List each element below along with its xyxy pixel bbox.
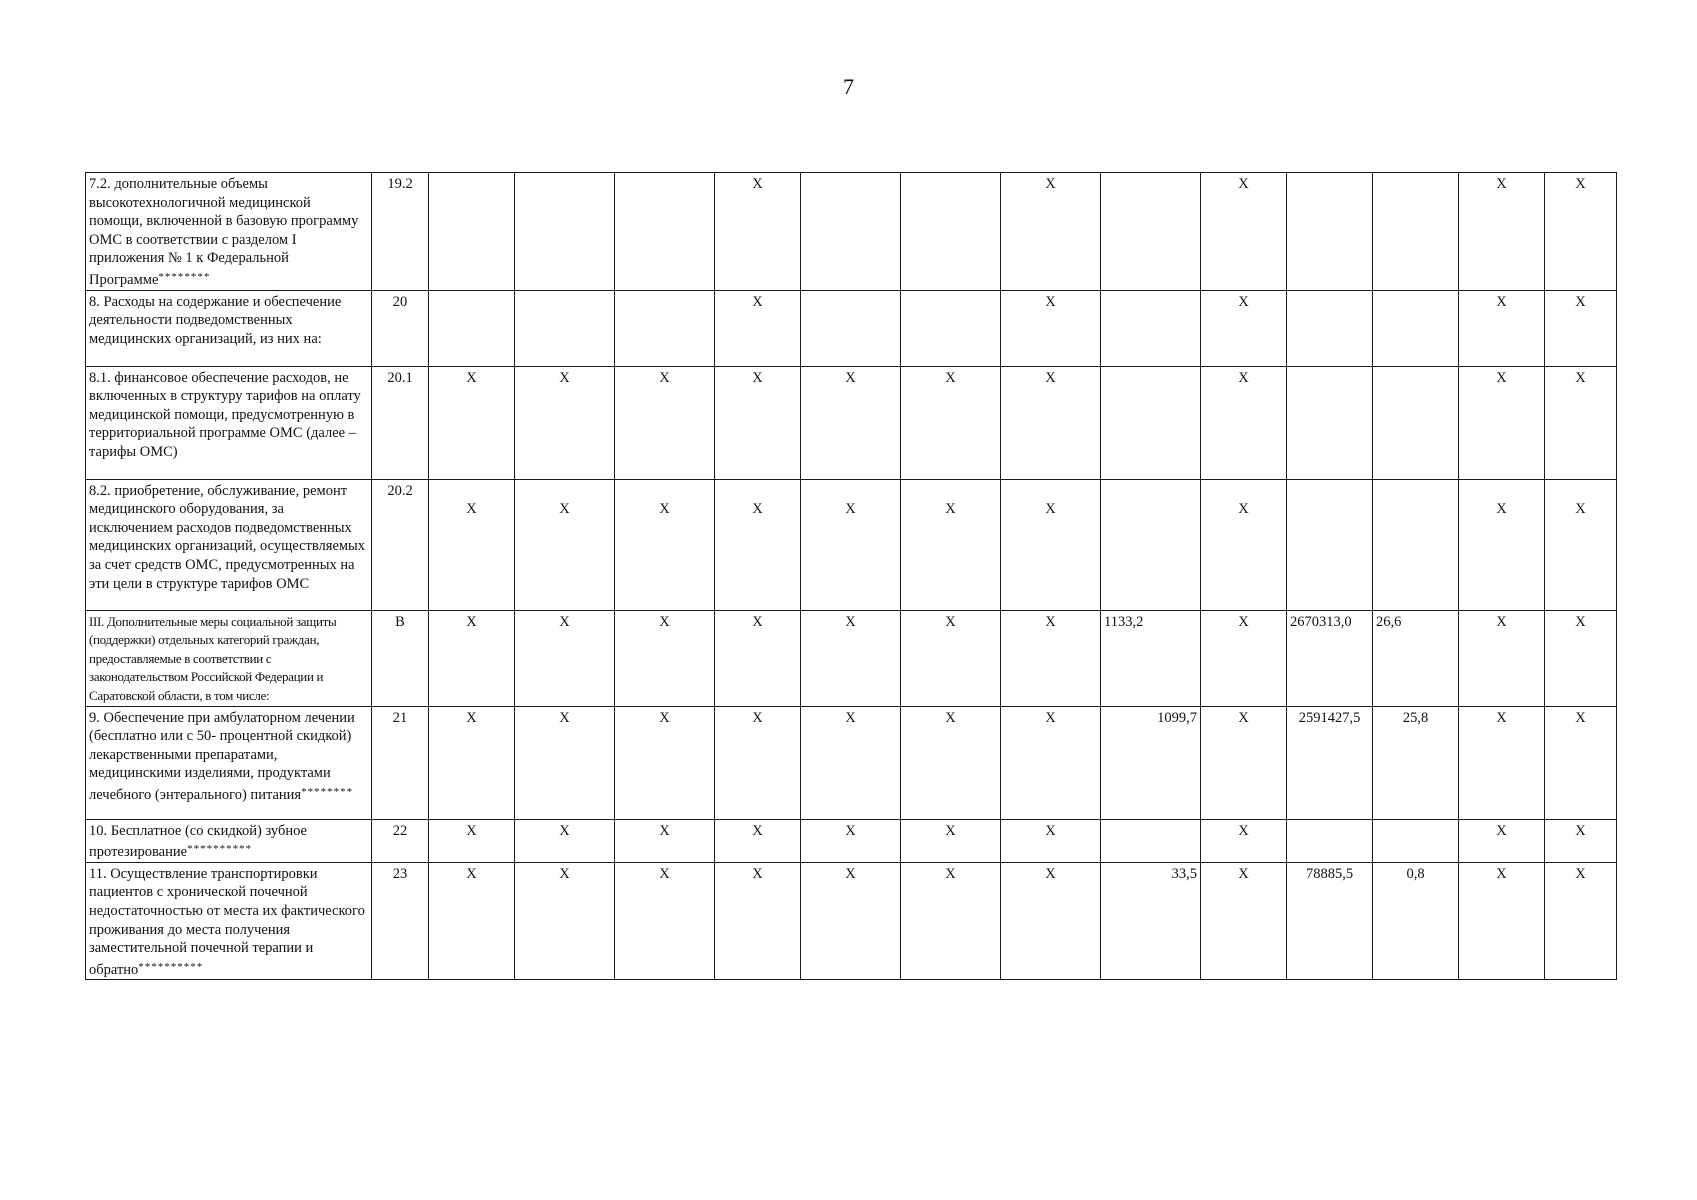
table-row [86, 366, 1617, 479]
table-cell [429, 290, 515, 366]
table-cell: X [1001, 610, 1101, 706]
table-cell: X [1001, 862, 1101, 980]
footnote-marker: ********** [187, 843, 253, 856]
table-cell: X [1545, 173, 1617, 291]
table-cell: X [429, 819, 515, 862]
table-cell: X [1459, 862, 1545, 980]
table-cell: X [901, 819, 1001, 862]
table-cell: X [615, 819, 715, 862]
table-cell: X [1001, 819, 1101, 862]
table-cell [1101, 479, 1201, 610]
table-cell: 2591427,5 [1287, 706, 1373, 819]
table-row [86, 173, 1617, 291]
table-cell: X [429, 706, 515, 819]
table-cell: X [515, 366, 615, 479]
table-cell: X [429, 862, 515, 980]
table-cell: X [1459, 819, 1545, 862]
row-code: 20 [372, 290, 429, 366]
table-cell: X [515, 610, 615, 706]
table-cell: X [1001, 706, 1101, 819]
table-cell [901, 290, 1001, 366]
row-label: 11. Осуществление транспортировки пациентов с хронической почечной недостаточностью от места их фактического проживания до места получения заместительной почечной терапии и обратно [89, 865, 365, 978]
row-label: 8.1. финансовое обеспечение расходов, не включенных в структуру тарифов на оплату медицинской помощи, предусмотренную в территориальной программе ОМС (далее – тарифы ОМС) [89, 369, 361, 460]
table-cell: 2670313,0 [1287, 610, 1373, 706]
table-cell: X [515, 479, 615, 610]
table-cell: X [1001, 479, 1101, 610]
table-cell: 0,8 [1373, 862, 1459, 980]
table-cell: X [715, 610, 801, 706]
table-cell: X [1201, 706, 1287, 819]
table-cell [901, 173, 1001, 291]
table-cell: X [715, 706, 801, 819]
table-cell: X [1201, 290, 1287, 366]
table-cell [1101, 366, 1201, 479]
table-cell: X [715, 173, 801, 291]
table-cell: X [515, 819, 615, 862]
table-cell: X [1001, 366, 1101, 479]
table-cell: X [715, 290, 801, 366]
table-cell: 25,8 [1373, 706, 1459, 819]
table-cell: 33,5 [1101, 862, 1201, 980]
table-cell: X [615, 862, 715, 980]
row-code: 20.2 [372, 479, 429, 610]
table-cell [1287, 819, 1373, 862]
table-cell [1287, 479, 1373, 610]
row-label: 7.2. дополнительные объемы высокотехнологичной медицинской помощи, включенной в базовую программу ОМС в соответствии с разделом I приложения № 1 к Федеральной Программе [89, 176, 359, 288]
table-row [86, 290, 1617, 366]
table-cell [1373, 819, 1459, 862]
table-cell: X [715, 366, 801, 479]
table-cell: X [801, 819, 901, 862]
table-cell: X [615, 479, 715, 610]
table-cell: X [901, 610, 1001, 706]
footnote-marker: ******** [158, 270, 211, 283]
table-cell [429, 173, 515, 291]
table-cell [1287, 366, 1373, 479]
row-label-cell [86, 290, 372, 366]
row-label: 9. Обеспечение при амбулаторном лечении (бесплатно или с 50- процентной скидкой) лекарственными препаратами, медицинскими изделиями, продуктами лечебного (энтерального) питания [89, 709, 355, 803]
table-row [86, 479, 1617, 610]
table-cell: X [515, 862, 615, 980]
table-cell: X [1201, 610, 1287, 706]
table-row [86, 819, 1617, 862]
row-label: 8.2. приобретение, обслуживание, ремонт медицинского оборудования, за исключением расходов подведомственных медицинских организаций, осуществляемых за счет средств ОМС, предусмотренных на эти цели в структуре тарифов ОМС [89, 482, 366, 592]
row-label: 8. Расходы на содержание и обеспечение деятельности подведомственных медицинских организаций, из них на: [89, 293, 342, 347]
table-cell [515, 290, 615, 366]
table-cell: X [715, 862, 801, 980]
row-code: 23 [372, 862, 429, 980]
table-cell: X [715, 479, 801, 610]
table-cell: X [429, 366, 515, 479]
row-label-cell [86, 706, 372, 819]
table-cell [1287, 290, 1373, 366]
table-cell: X [615, 706, 715, 819]
table-cell: X [901, 862, 1001, 980]
table-cell [801, 173, 901, 291]
table-cell: X [801, 862, 901, 980]
table-cell: 1099,7 [1101, 706, 1201, 819]
table-cell: X [801, 479, 901, 610]
table-cell: X [1459, 366, 1545, 479]
table-cell: X [1001, 290, 1101, 366]
table-cell: X [1201, 173, 1287, 291]
row-label: III. Дополнительные меры социальной защиты (поддержки) отдельных категорий граждан, предоставляемые в соответствии с законодательством Российской Федерации и Саратовской области, в том числе: [89, 613, 337, 703]
financing-table [85, 172, 1617, 980]
table-cell: X [901, 366, 1001, 479]
row-code: 20.1 [372, 366, 429, 479]
table-cell: X [429, 479, 515, 610]
table-cell: X [1201, 819, 1287, 862]
footnote-marker: ******** [301, 785, 354, 798]
table-cell: 78885,5 [1287, 862, 1373, 980]
table-cell [1373, 366, 1459, 479]
table-cell: X [1201, 479, 1287, 610]
table-cell: X [1459, 479, 1545, 610]
table-cell: X [801, 366, 901, 479]
table-cell: X [615, 366, 715, 479]
row-label-cell [86, 610, 372, 706]
table-cell [1101, 819, 1201, 862]
table-cell: X [1545, 290, 1617, 366]
table-row [86, 706, 1617, 819]
table-cell: 1133,2 [1101, 610, 1201, 706]
row-label-cell [86, 819, 372, 862]
table-cell: X [1459, 173, 1545, 291]
table-cell: X [1545, 610, 1617, 706]
table-cell: X [1201, 366, 1287, 479]
row-label-cell [86, 862, 372, 980]
table-cell: X [615, 610, 715, 706]
table-cell [1101, 173, 1201, 291]
table-cell [615, 290, 715, 366]
table-cell: X [1545, 479, 1617, 610]
row-code: В [372, 610, 429, 706]
table-cell: X [801, 706, 901, 819]
row-label-cell [86, 479, 372, 610]
table-row [86, 610, 1617, 706]
table-cell: X [1545, 862, 1617, 980]
table-cell: X [1545, 706, 1617, 819]
row-label-cell [86, 173, 372, 291]
table-cell: X [1201, 862, 1287, 980]
table-cell: X [1459, 610, 1545, 706]
table-cell: X [429, 610, 515, 706]
table-cell: X [715, 819, 801, 862]
table-cell: X [1545, 819, 1617, 862]
table-cell [1373, 290, 1459, 366]
table-cell [1287, 173, 1373, 291]
row-label-cell [86, 366, 372, 479]
table-cell [1101, 290, 1201, 366]
row-code: 21 [372, 706, 429, 819]
row-code: 22 [372, 819, 429, 862]
page-number: 7 [843, 74, 854, 99]
table-cell: X [1545, 366, 1617, 479]
table-cell: X [801, 610, 901, 706]
footnote-marker: ********** [138, 960, 204, 973]
table-cell: X [1459, 290, 1545, 366]
table-cell: X [515, 706, 615, 819]
table-cell: X [901, 479, 1001, 610]
table-cell [801, 290, 901, 366]
table-cell: X [1459, 706, 1545, 819]
table-cell [1373, 173, 1459, 291]
table-cell [515, 173, 615, 291]
table-cell: X [901, 706, 1001, 819]
table-cell: X [1001, 173, 1101, 291]
row-label: 10. Бесплатное (со скидкой) зубное протезирование [89, 822, 307, 861]
table-cell [1373, 479, 1459, 610]
table-cell: 26,6 [1373, 610, 1459, 706]
row-code: 19.2 [372, 173, 429, 291]
table-row [86, 862, 1617, 980]
table-cell [615, 173, 715, 291]
